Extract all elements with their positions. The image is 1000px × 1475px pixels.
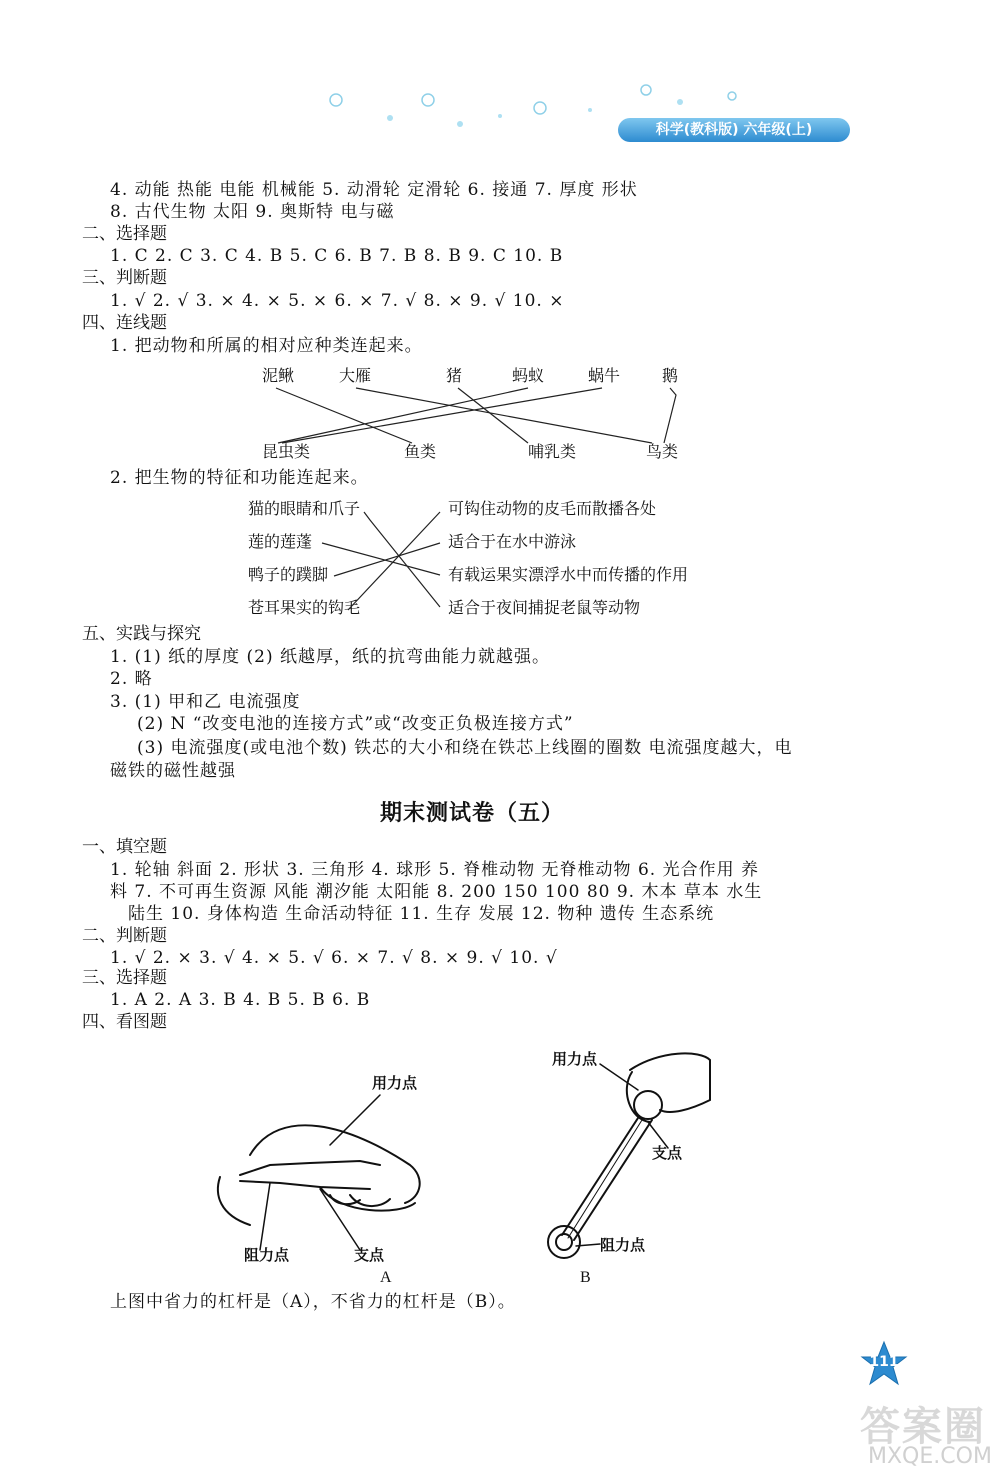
page-number: 111: [869, 1354, 899, 1370]
link-lotus-float: [322, 543, 440, 575]
practice-answer-1: 1. (1) 纸的厚度 (2) 纸越厚，纸的抗弯曲能力就越强。: [110, 647, 550, 667]
exam-section-picture: 四、看图题: [82, 1012, 167, 1032]
figure-a-pliers: [210, 1065, 450, 1275]
animal-snail: 蜗牛: [588, 368, 621, 385]
animal-loach: 泥鳅: [262, 368, 295, 385]
function-catch-mice: 适合于夜间捕捉老鼠等动物: [448, 600, 641, 617]
exam-title: 期末测试卷（五）: [380, 801, 565, 826]
practice-answer-2: 2. 略: [110, 669, 153, 689]
subject-grade-badge: 科学(教科版) 六年级(上): [618, 118, 850, 142]
exam-section-fill: 一、填空题: [82, 837, 167, 857]
exam-choice-answers: 1. A 2. A 3. B 4. B 5. B 6. B: [110, 990, 371, 1010]
figure-b-effort-label: 用力点: [552, 1052, 598, 1068]
practice-answer-3a: 3. (1) 甲和乙 电流强度: [110, 692, 301, 712]
figure-a-load-label: 阻力点: [244, 1248, 290, 1264]
figure-b-load-label: 阻力点: [600, 1238, 646, 1254]
watermark-url: MXQE.COM: [868, 1444, 992, 1469]
practice-answer-3c: (3) 电流强度(或电池个数) 铁芯的大小和绕在铁芯上线圈的圈数 电流强度越大，电: [137, 738, 793, 758]
category-fish: 鱼类: [404, 444, 437, 461]
exam-fill-line-1: 1. 轮轴 斜面 2. 形状 3. 三角形 4. 球形 5. 脊椎动物 无脊椎动物 6. 光合作用 养: [110, 860, 759, 880]
watermark-logo: 答案圈: [860, 1404, 986, 1450]
matching-lines-2: [0, 0, 1000, 640]
feature-duck: 鸭子的蹼脚: [248, 567, 329, 584]
category-mammals: 哺乳类: [528, 444, 577, 461]
function-hook-fur: 可钩住动物的皮毛而散播各处: [448, 501, 657, 518]
section-heading-matching: 四、连线题: [82, 313, 167, 333]
section-heading-choice: 二、选择题: [82, 224, 167, 244]
judge-answers: 1. √ 2. √ 3. × 4. × 5. × 6. × 7. √ 8. × 9. √ 10. ×: [110, 291, 565, 311]
practice-answer-3d: 磁铁的磁性越强: [110, 761, 236, 781]
figure-a-effort-label: 用力点: [372, 1076, 418, 1092]
feature-lotus: 莲的莲蓬: [248, 534, 313, 551]
exam-fill-line-2: 料 7. 不可再生资源 风能 潮汐能 太阳能 8. 200 150 100 80 9. 木本 草本 水生: [110, 882, 763, 902]
category-birds: 鸟类: [646, 444, 679, 461]
animal-pig: 猪: [446, 368, 463, 385]
animal-ant: 蚂蚁: [512, 368, 545, 385]
animal-wild-goose: 大雁: [339, 368, 372, 385]
matching-question-2: 2. 把生物的特征和功能连起来。: [110, 468, 369, 488]
exam-section-choice: 三、选择题: [82, 968, 167, 988]
section-heading-judge: 三、判断题: [82, 268, 167, 288]
page-number-star: [860, 1340, 908, 1388]
figure-a-fulcrum-label: 支点: [354, 1248, 385, 1264]
figure-a-caption: A: [380, 1269, 392, 1286]
figure-conclusion: 上图中省力的杠杆是（A），不省力的杠杆是（B）。: [110, 1292, 516, 1312]
practice-answer-3b: (2) N “改变电池的连接方式”或“改变正负极连接方式”: [137, 714, 574, 734]
figure-b-fulcrum-label: 支点: [652, 1146, 683, 1162]
section-heading-practice: 五、实践与探究: [82, 624, 201, 644]
matching-question-1: 1. 把动物和所属的相对应种类连起来。: [110, 336, 423, 356]
feature-cat: 猫的眼睛和爪子: [248, 501, 361, 518]
choice-answers: 1. C 2. C 3. C 4. B 5. C 6. B 7. B 8. B 9. C 10. B: [110, 246, 564, 266]
function-float: 有载运果实漂浮水中而传播的作用: [448, 567, 689, 584]
category-insects: 昆虫类: [262, 444, 311, 461]
exam-judge-answers: 1. √ 2. × 3. √ 4. × 5. √ 6. × 7. √ 8. × 9. √ 10. √: [110, 948, 558, 968]
exam-fill-line-3: 陆生 10. 身体构造 生命活动特征 11. 生存 发展 12. 物种 遗传 生态系统: [128, 904, 715, 924]
link-burdock-hookfur: [348, 512, 440, 610]
exam-section-judge: 二、判断题: [82, 926, 167, 946]
animal-goose: 鹅: [662, 368, 679, 385]
fill-answer-line-2: 8. 古代生物 太阳 9. 奥斯特 电与磁: [110, 202, 395, 222]
figure-b-caption: B: [580, 1269, 591, 1286]
fill-answer-line-1: 4. 动能 热能 电能 机械能 5. 动滑轮 定滑轮 6. 接通 7. 厚度 形状: [110, 180, 638, 200]
function-swim: 适合于在水中游泳: [448, 534, 577, 551]
feature-burdock: 苍耳果实的钩毛: [248, 600, 361, 617]
link-cat-catchmice: [364, 512, 440, 607]
